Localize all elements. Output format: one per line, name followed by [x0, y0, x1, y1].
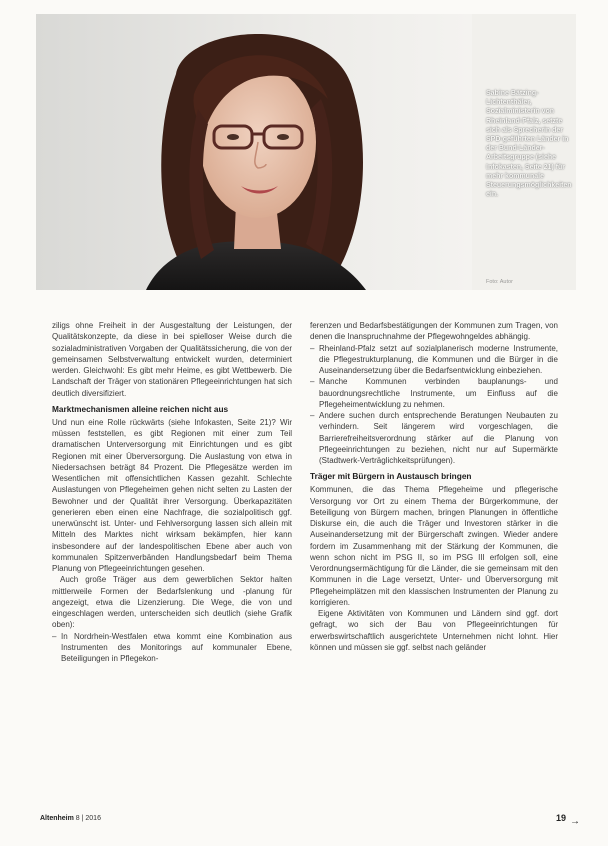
- list-item: – Rheinland-Pfalz setzt auf sozialplanerisch moderne Instrumente, die Pflegestrukturplanung, die Kommunen und die Bürger in die Auseinandersetzung über die Bedarfsentwicklung einbeziehen.: [310, 343, 558, 377]
- bullet-list: [310, 343, 558, 467]
- list-item: – Andere suchen durch entsprechende Beratungen Neubauten zu verhindern. Seit längerem wird vorgeschlagen, die Barrierefreiheitsverordnung stärker auf die Planung von Pflegeeinrichtungen zu beziehen, nicht nur auf Supermärkte (Stadtwerk-Verträglichkeitsprüfungen).: [310, 410, 558, 466]
- paragraph: ziligs ohne Freiheit in der Ausgestaltung der Leistungen, der Qualitätskonzepte, da diese in bei spielloser Weise durch die sozialadministrativen Vorgaben der Qualitätssicherung, die von der gemeinsamen Selbstverwaltung entwickelt wurden, determiniert werden. Gleichwohl: Es gibt mehr Heime, es gibt Wettbewerb. Die Landschaft der Träger von stationären Pflegeeinrichtungen hat sich deutlich diversifiziert.: [52, 321, 292, 398]
- issue-number: 8 | 2016: [75, 815, 101, 822]
- paragraph: Und nun eine Rolle rückwärts (siehe Infokasten, Seite 21)? Wir müssen feststellen, es gibt Regionen mit einer zum Teil dramatischen Unterversorgung mit Einrichtungen und es gibt Regionen mit einer Überversorgung. Die Auslastung von etwa in Niedersachsen beträgt 84 Prozent. Die Pflegesätze werden im Wesentlichen mit offensichtlichen Kassen gezahlt. Schlechte Auslastungen von Pflegeheimen gehen nicht selten zu Lasten der Bewohner und der Qualität ihrer Versorgung. Überkapazitäten generieren eben einen eine Nachfrage, die sozialpolitisch ggf. unerwünscht ist. Unter- und Fehlversorgung lassen sich allein mit Mitteln des Marktes nicht wirksam bekämpfen, hier kann insbesondere auf der landespolitischen Ebene aber auch von kommunalen Spitzenverbänden Handlungsbedarf beim Thema Planung von Pflegeeinrichtungen gesehen.: [52, 417, 292, 573]
- magazine-name: Altenheim: [40, 815, 74, 822]
- arrow-right-icon: →: [570, 816, 580, 827]
- text-column-left: [52, 320, 292, 664]
- portrait-photo: [36, 14, 472, 290]
- photo-caption: Sabine Bätzing-Lichtenthäler, Sozialministerin von Rheinland-Pfalz, setzte sich als Sprecherin der SPD-geführten Länder in der Bund-Länder-Arbeitsgruppe (siehe Infokasten, Seite 21) für mehr kommunale Steuerungsmöglichkeiten ein.: [486, 90, 572, 199]
- portrait-illustration: [36, 14, 472, 290]
- paragraph: Eigene Aktivitäten von Kommunen und Ländern sind ggf. dort gefragt, wo sich der Bau von Pflegeeinrichtungen für erwerbswirtschaftlich ausgerichtete Unternehmen nicht lohnt. Hier können und müssen sie ggf. selbst nach geländer: [310, 609, 558, 652]
- list-item: – Manche Kommunen verbinden bauplanungs- und bauordnungsrechtliche Instrumente, um Einfluss auf die Pflegeheimentwicklung zu nehmen.: [310, 376, 558, 410]
- footer-magazine: [40, 815, 101, 822]
- paragraph: Kommunen, die das Thema Pflegeheime und pflegerische Versorgung vor Ort zu einem Thema der Bürgerkommune, der Beteiligung von Bürgern machen, bringen Planungen in öffentliche Diskurse ein, die auch die Träger und Investoren stärker in die Auseinandersetzung mit der Bürgerschaft zwingen. Wieder andere fordern im Zusammenhang mit der Stärkung der Kommunen, die wenn schon nicht im PSG II, so im PSG III erfolgen soll, eine Verordnungsermächtigung für die Länder, die sie gemeinsam mit den Kommunen in die Lage versetzt, Unter- und Überversorgung mit Pflegeheimplätzen mit den klassischen Instrumenten der Planung zu korrigieren.: [310, 485, 558, 607]
- subheading: Marktmechanismen alleine reichen nicht aus: [52, 403, 229, 414]
- text-column-right: [310, 320, 558, 653]
- paragraph: Auch große Träger aus dem gewerblichen Sektor halten mittlerweile Formen der Bedarfslenkung und -planung für angezeigt, etwa die Lizenzierung. Die Wege, die von und eingeschlagen werden, unterscheiden sich deutlich (siehe Grafik oben):: [52, 575, 292, 630]
- page-number: 19: [556, 813, 567, 823]
- bullet-list: [52, 631, 292, 665]
- subheading: Träger mit Bürgern in Austausch bringen: [310, 471, 472, 482]
- photo-credit: Foto: Autor: [486, 279, 513, 285]
- list-item: – In Nordrhein-Westfalen etwa kommt eine Kombination aus Instrumenten des Monitorings auf kommunaler Ebene, Beteiligungen in Pflegekon-: [52, 631, 292, 665]
- paragraph: ferenzen und Bedarfsbestätigungen der Kommunen zum Tragen, von denen die Inanspruchnahme der Pflegewohngeldes abhängig.: [310, 321, 558, 342]
